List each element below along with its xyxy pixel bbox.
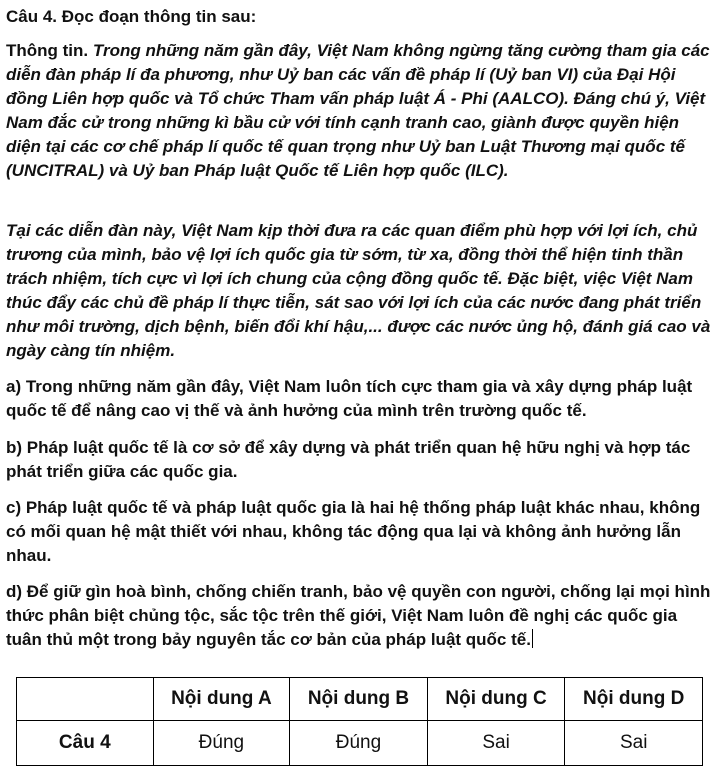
text-cursor (532, 629, 533, 648)
info-paragraph (6, 39, 714, 183)
info-lead: Thông tin. (6, 41, 89, 60)
statement-b: b) Pháp luật quốc tế là cơ sở để xây dựng và phát triển quan hệ hữu nghị và hợp tác phát triển giữa các quốc gia. (6, 438, 691, 481)
info-paragraph-2 (6, 219, 714, 363)
statement-d-text: d) Để giữ gìn hoà bình, chống chiến tranh, bảo vệ quyền con người, chống lại mọi hình thức phân biệt chủng tộc, sắc tộc trên thế giới, Việt Nam luôn đề nghị các quốc gia tuân thủ một trong bảy nguyên tắc cơ bản của pháp luật quốc tế. (6, 582, 711, 649)
question-title: Câu 4. Đọc đoạn thông tin sau: (6, 7, 257, 26)
header-cell-b: Nội dung B (290, 678, 428, 721)
table-corner-cell (17, 678, 154, 721)
table-header-row (17, 678, 703, 721)
answer-cell-b: Đúng (290, 721, 428, 766)
statement-c: c) Pháp luật quốc tế và pháp luật quốc gia là hai hệ thống pháp luật khác nhau, không có mối quan hệ mật thiết với nhau, không tác động qua lại và không ảnh hưởng lẫn nhau. (6, 498, 701, 565)
info-body: Trong những năm gần đây, Việt Nam không ngừng tăng cường tham gia các diễn đàn pháp lí đa phương, như Uỷ ban các vấn đề pháp lí (Uỷ ban VI) của Đại Hội đồng Liên hợp quốc và Tổ chức Tham vấn pháp luật Á - Phi (AALCO). Đáng chú ý, Việt Nam đắc cử trong những kì bầu cử với tính cạnh tranh cao, giành được quyền hiện diện tại các cơ chế pháp lí quốc tế quan trọng như Uỷ ban Luật Thương mại quốc tế (UNCITRAL) và Uỷ ban Pháp luật Quốc tế Liên hợp quốc (ILC). (6, 41, 710, 180)
answer-cell-c: Sai (427, 721, 565, 766)
info-body-2: Tại các diễn đàn này, Việt Nam kịp thời đưa ra các quan điểm phù hợp với lợi ích, chủ trương của mình, bảo vệ lợi ích quốc gia từ sớm, từ xa, đồng thời thể hiện tinh thần trách nhiệm, tích cực vì lợi ích chung của cộng đồng quốc tế. Đặc biệt, việc Việt Nam thúc đẩy các chủ đề pháp lí thực tiễn, sát sao với lợi ích của các nước đang phát triển như môi trường, dịch bệnh, biến đổi khí hậu,... được các nước ủng hộ, đánh giá cao và ngày càng tín nhiệm. (6, 221, 711, 360)
answer-table (16, 677, 703, 766)
row-label-cell: Câu 4 (17, 721, 154, 766)
answer-cell-a: Đúng (153, 721, 290, 766)
answer-cell-d: Sai (565, 721, 703, 766)
header-cell-c: Nội dung C (427, 678, 565, 721)
statement-d (6, 580, 714, 652)
header-cell-d: Nội dung D (565, 678, 703, 721)
table-row (17, 721, 703, 766)
statement-a: a) Trong những năm gần đây, Việt Nam luôn tích cực tham gia và xây dựng pháp luật quốc tế để nâng cao vị thế và ảnh hưởng của mình trên trường quốc tế. (6, 377, 693, 420)
header-cell-a: Nội dung A (153, 678, 290, 721)
